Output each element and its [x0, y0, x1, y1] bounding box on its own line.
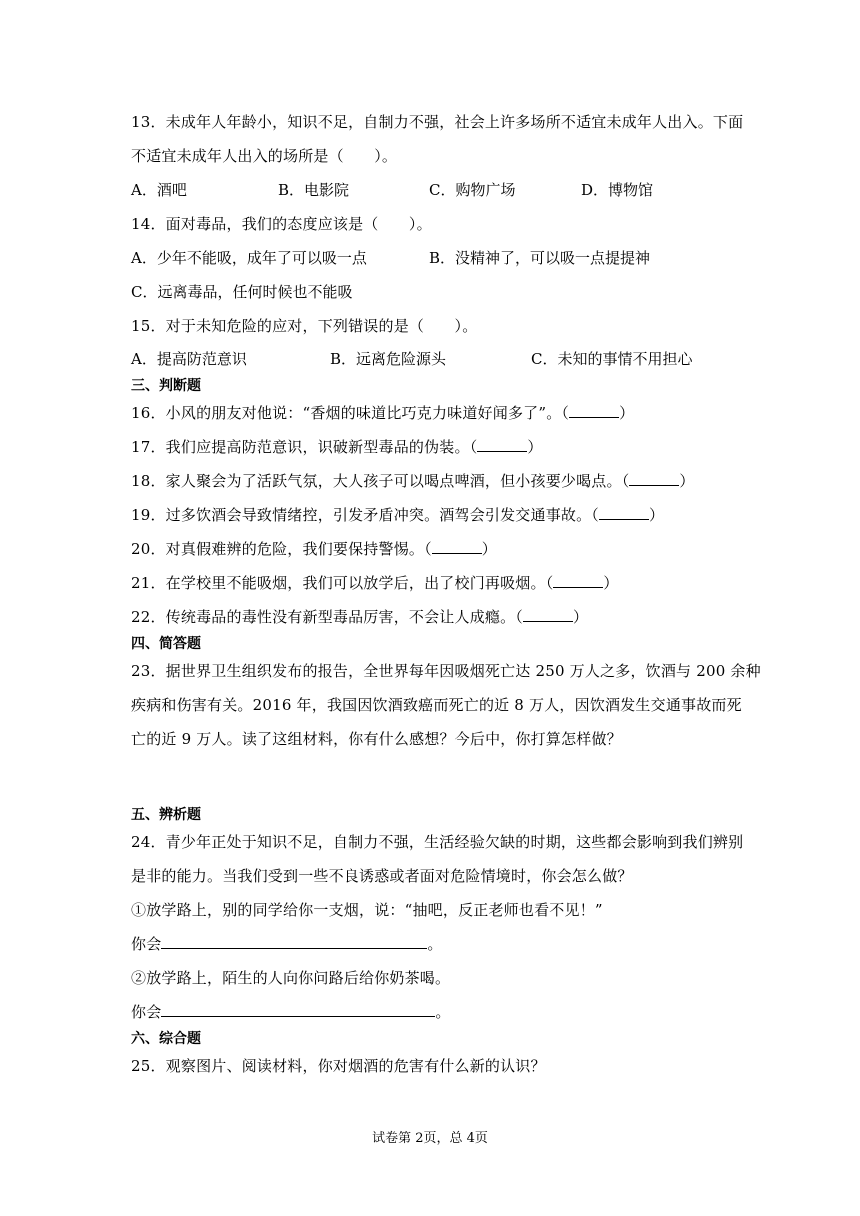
judge-item — [131, 539, 497, 559]
section-heading-short-answer: 四、简答题 — [131, 636, 201, 652]
q24-line2: 是非的能力。当我们受到一些不良诱惑或者面对危险情境时，你会怎么做？ — [131, 867, 633, 885]
answer-prefix: 你会 — [131, 935, 162, 953]
judge-item-text: 21．在学校里不能吸烟，我们可以放学后，出了校门再吸烟。（ — [131, 574, 554, 592]
page-footer: 试卷第 2页，总 4页 — [372, 1131, 488, 1146]
q24-scenario1: ①放学路上，别的同学给你一支烟，说：“抽吧，反正老师也看不见！” — [131, 901, 603, 919]
q23-line3: 亡的近 9 万人。读了这组材料，你有什么感想？今后中，你打算怎样做？ — [131, 730, 622, 748]
q24-scenario2: ②放学路上，陌生的人向你问路后给你奶茶喝。 — [131, 969, 451, 987]
judge-item — [131, 505, 664, 525]
judge-item-close: ） — [649, 506, 665, 524]
judge-item-text: 18．家人聚会为了活跃气氛，大人孩子可以喝点啤酒，但小孩要少喝点。（ — [131, 472, 630, 490]
judge-item — [131, 471, 695, 491]
judge-item — [131, 403, 634, 423]
q24-answer1 — [131, 934, 443, 954]
judge-item-close: ） — [679, 472, 695, 490]
q15-option-b: B．远离危险源头 — [330, 350, 447, 368]
section-heading-comprehensive: 六、综合题 — [131, 1031, 201, 1047]
answer-blank[interactable] — [599, 505, 649, 520]
q13-stem-line2: 不适宜未成年人出入的场所是（ ）。 — [131, 147, 398, 165]
q14-stem: 14．面对毒品，我们的态度应该是（ ）。 — [131, 215, 432, 233]
q14-option-c: C．远离毒品，任何时候也不能吸 — [131, 283, 353, 301]
q23-line1: 23．据世界卫生组织发布的报告，全世界每年因吸烟死亡达 250 万人之多，饮酒与 200 余种 — [131, 662, 761, 680]
q14-option-a: A．少年不能吸，成年了可以吸一点 — [131, 249, 367, 267]
answer-blank[interactable] — [569, 403, 619, 418]
q15-option-c: C．未知的事情不用担心 — [531, 350, 693, 368]
judge-item-close: ） — [481, 540, 497, 558]
q24-answer2 — [131, 1002, 451, 1022]
q13-option-b: B．电影院 — [278, 181, 350, 199]
judge-item-text: 22．传统毒品的毒性没有新型毒品厉害，不会让人成瘾。（ — [131, 608, 523, 626]
q24-line1: 24．青少年正处于知识不足，自制力不强，生活经验欠缺的时期，这些都会影响到我们辨别 — [131, 833, 744, 851]
answer-blank[interactable] — [553, 573, 603, 588]
answer-line[interactable] — [161, 934, 427, 949]
answer-prefix: 你会 — [131, 1003, 162, 1021]
answer-blank[interactable] — [477, 437, 527, 452]
judge-item-text: 17．我们应提高防范意识，识破新型毒品的伪装。（ — [131, 438, 478, 456]
q14-option-b: B．没精神了，可以吸一点提提神 — [429, 249, 651, 267]
q13-option-c: C．购物广场 — [429, 181, 516, 199]
judge-item — [131, 573, 619, 593]
judge-item — [131, 437, 543, 457]
q23-line2: 疾病和伤害有关。2016 年，我国因饮酒致癌而死亡的近 8 万人，因饮酒发生交通事故而死 — [131, 696, 742, 714]
answer-line[interactable] — [161, 1002, 435, 1017]
q13-option-a: A．酒吧 — [131, 181, 187, 199]
judge-item-text: 19．过多饮酒会导致情绪控，引发矛盾冲突。酒驾会引发交通事故。（ — [131, 506, 599, 524]
answer-blank[interactable] — [629, 471, 679, 486]
q15-option-a: A．提高防范意识 — [131, 350, 247, 368]
answer-blank[interactable] — [523, 607, 573, 622]
judge-item-text: 20．对真假难辨的危险，我们要保持警惕。（ — [131, 540, 432, 558]
q15-stem: 15．对于未知危险的应对，下列错误的是（ ）。 — [131, 317, 478, 335]
answer-suffix: 。 — [427, 935, 443, 953]
judge-item-close: ） — [573, 608, 589, 626]
section-heading-analysis: 五、辨析题 — [131, 807, 201, 823]
answer-blank[interactable] — [432, 539, 482, 554]
judge-item-close: ） — [619, 404, 635, 422]
answer-suffix: 。 — [435, 1003, 451, 1021]
q25-stem: 25．观察图片、阅读材料，你对烟酒的危害有什么新的认识？ — [131, 1057, 546, 1075]
judge-item-close: ） — [603, 574, 619, 592]
q13-option-d: D．博物馆 — [581, 181, 654, 199]
section-heading-judge: 三、判断题 — [131, 378, 201, 394]
judge-item-text: 16．小风的朋友对他说：“香烟的味道比巧克力味道好闻多了”。（ — [131, 404, 570, 422]
judge-item-close: ） — [527, 438, 543, 456]
judge-item — [131, 607, 588, 627]
q13-stem-line1: 13．未成年人年龄小，知识不足，自制力不强，社会上许多场所不适宜未成年人出入。下面 — [131, 113, 744, 131]
